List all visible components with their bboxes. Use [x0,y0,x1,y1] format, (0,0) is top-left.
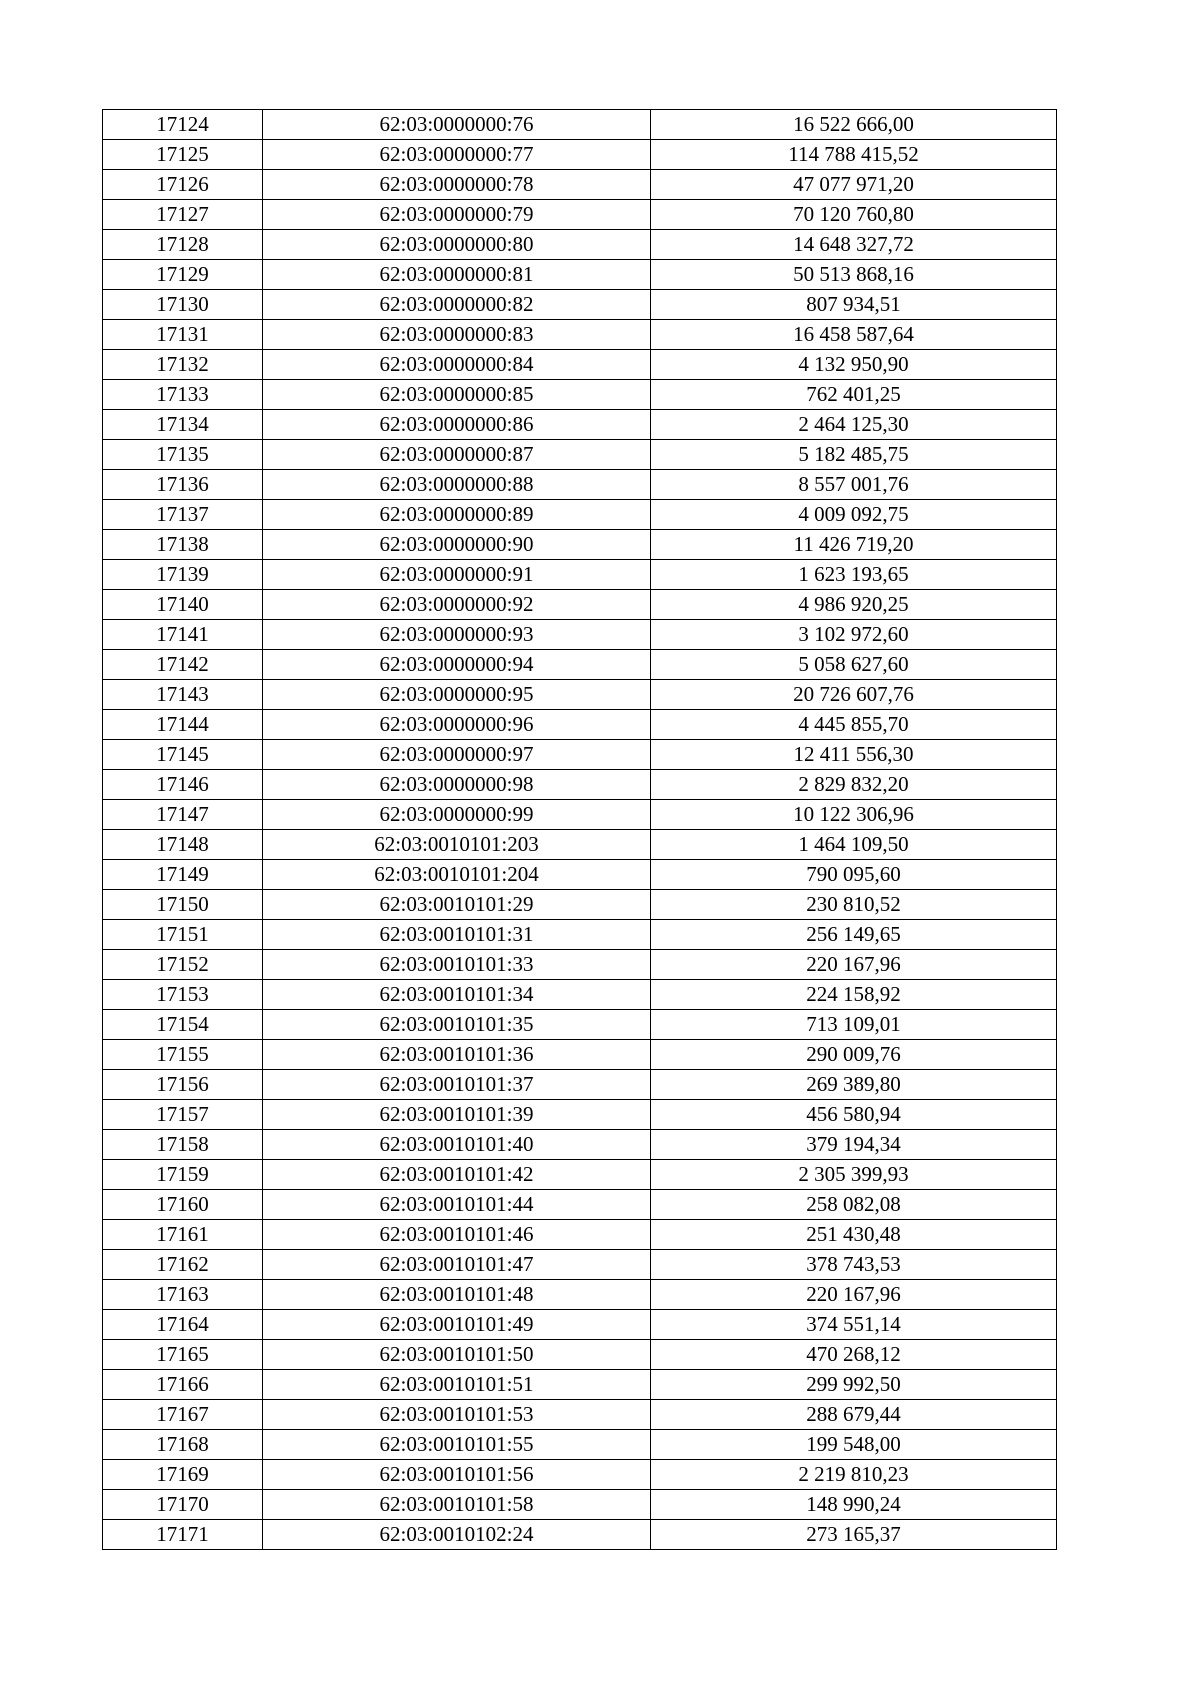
cadastral-number-cell: 62:03:0000000:82 [263,290,651,320]
value-cell: 269 389,80 [651,1070,1057,1100]
value-cell: 220 167,96 [651,1280,1057,1310]
row-number-cell: 17141 [103,620,263,650]
value-cell: 20 726 607,76 [651,680,1057,710]
row-number-cell: 17129 [103,260,263,290]
row-number-cell: 17133 [103,380,263,410]
cadastral-number-cell: 62:03:0000000:94 [263,650,651,680]
row-number-cell: 17134 [103,410,263,440]
table-row [103,1310,1057,1340]
row-number-cell: 17144 [103,710,263,740]
value-cell: 256 149,65 [651,920,1057,950]
table-row [103,320,1057,350]
table-row [103,440,1057,470]
table-row [103,1190,1057,1220]
table-row [103,620,1057,650]
table-row [103,890,1057,920]
value-cell: 290 009,76 [651,1040,1057,1070]
value-cell: 230 810,52 [651,890,1057,920]
table-row [103,230,1057,260]
row-number-cell: 17156 [103,1070,263,1100]
value-cell: 47 077 971,20 [651,170,1057,200]
table-row [103,1100,1057,1130]
cadastral-number-cell: 62:03:0000000:84 [263,350,651,380]
table-row [103,410,1057,440]
row-number-cell: 17128 [103,230,263,260]
table-row [103,830,1057,860]
value-cell: 251 430,48 [651,1220,1057,1250]
table-row [103,590,1057,620]
table-row [103,1370,1057,1400]
table-row [103,950,1057,980]
table-row [103,1520,1057,1550]
cadastral-number-cell: 62:03:0000000:95 [263,680,651,710]
cadastral-number-cell: 62:03:0010101:50 [263,1340,651,1370]
value-cell: 4 445 855,70 [651,710,1057,740]
value-cell: 1 623 193,65 [651,560,1057,590]
table-row [103,680,1057,710]
row-number-cell: 17149 [103,860,263,890]
cadastral-number-cell: 62:03:0000000:78 [263,170,651,200]
cadastral-number-cell: 62:03:0010101:42 [263,1160,651,1190]
value-cell: 807 934,51 [651,290,1057,320]
table-row [103,500,1057,530]
row-number-cell: 17127 [103,200,263,230]
value-cell: 273 165,37 [651,1520,1057,1550]
table-row [103,1040,1057,1070]
cadastral-number-cell: 62:03:0000000:76 [263,110,651,140]
cadastral-number-cell: 62:03:0010101:53 [263,1400,651,1430]
row-number-cell: 17167 [103,1400,263,1430]
table-row [103,920,1057,950]
row-number-cell: 17161 [103,1220,263,1250]
table-row [103,740,1057,770]
row-number-cell: 17140 [103,590,263,620]
value-cell: 374 551,14 [651,1310,1057,1340]
cadastral-number-cell: 62:03:0000000:89 [263,500,651,530]
cadastral-number-cell: 62:03:0010101:204 [263,860,651,890]
row-number-cell: 17124 [103,110,263,140]
value-cell: 288 679,44 [651,1400,1057,1430]
row-number-cell: 17157 [103,1100,263,1130]
table-row [103,350,1057,380]
row-number-cell: 17142 [103,650,263,680]
row-number-cell: 17135 [103,440,263,470]
value-cell: 5 182 485,75 [651,440,1057,470]
value-cell: 4 986 920,25 [651,590,1057,620]
cadastral-number-cell: 62:03:0010101:40 [263,1130,651,1160]
cadastral-number-cell: 62:03:0000000:96 [263,710,651,740]
value-cell: 4 132 950,90 [651,350,1057,380]
table-row [103,200,1057,230]
table-row [103,530,1057,560]
table-row [103,1010,1057,1040]
table-row [103,1250,1057,1280]
row-number-cell: 17138 [103,530,263,560]
value-cell: 14 648 327,72 [651,230,1057,260]
row-number-cell: 17155 [103,1040,263,1070]
value-cell: 2 219 810,23 [651,1460,1057,1490]
row-number-cell: 17137 [103,500,263,530]
cadastral-number-cell: 62:03:0010101:48 [263,1280,651,1310]
cadastral-number-cell: 62:03:0010101:203 [263,830,651,860]
cadastral-number-cell: 62:03:0010102:24 [263,1520,651,1550]
cadastral-number-cell: 62:03:0000000:90 [263,530,651,560]
cadastral-number-cell: 62:03:0000000:83 [263,320,651,350]
cadastral-number-cell: 62:03:0000000:93 [263,620,651,650]
table-row [103,710,1057,740]
table-row [103,140,1057,170]
row-number-cell: 17139 [103,560,263,590]
row-number-cell: 17152 [103,950,263,980]
row-number-cell: 17136 [103,470,263,500]
row-number-cell: 17171 [103,1520,263,1550]
cadastral-number-cell: 62:03:0010101:49 [263,1310,651,1340]
value-cell: 378 743,53 [651,1250,1057,1280]
row-number-cell: 17162 [103,1250,263,1280]
table-row [103,290,1057,320]
row-number-cell: 17153 [103,980,263,1010]
table-body [103,110,1057,1550]
row-number-cell: 17151 [103,920,263,950]
row-number-cell: 17132 [103,350,263,380]
cadastral-number-cell: 62:03:0000000:88 [263,470,651,500]
cadastral-number-cell: 62:03:0000000:77 [263,140,651,170]
row-number-cell: 17150 [103,890,263,920]
value-cell: 1 464 109,50 [651,830,1057,860]
cadastral-number-cell: 62:03:0010101:31 [263,920,651,950]
row-number-cell: 17170 [103,1490,263,1520]
value-cell: 11 426 719,20 [651,530,1057,560]
table-row [103,170,1057,200]
row-number-cell: 17169 [103,1460,263,1490]
cadastral-number-cell: 62:03:0010101:56 [263,1460,651,1490]
row-number-cell: 17148 [103,830,263,860]
table-row [103,470,1057,500]
row-number-cell: 17158 [103,1130,263,1160]
value-cell: 16 522 666,00 [651,110,1057,140]
table-row [103,860,1057,890]
cadastral-number-cell: 62:03:0000000:86 [263,410,651,440]
row-number-cell: 17126 [103,170,263,200]
row-number-cell: 17165 [103,1340,263,1370]
value-cell: 70 120 760,80 [651,200,1057,230]
row-number-cell: 17159 [103,1160,263,1190]
value-cell: 199 548,00 [651,1430,1057,1460]
value-cell: 2 829 832,20 [651,770,1057,800]
cadastral-number-cell: 62:03:0010101:47 [263,1250,651,1280]
value-cell: 5 058 627,60 [651,650,1057,680]
value-cell: 10 122 306,96 [651,800,1057,830]
value-cell: 2 305 399,93 [651,1160,1057,1190]
cadastral-number-cell: 62:03:0000000:92 [263,590,651,620]
cadastral-value-table [102,109,1057,1550]
table-row [103,1070,1057,1100]
table-row [103,650,1057,680]
cadastral-number-cell: 62:03:0000000:87 [263,440,651,470]
value-cell: 220 167,96 [651,950,1057,980]
value-cell: 148 990,24 [651,1490,1057,1520]
cadastral-number-cell: 62:03:0010101:36 [263,1040,651,1070]
value-cell: 114 788 415,52 [651,140,1057,170]
row-number-cell: 17145 [103,740,263,770]
table-row [103,1460,1057,1490]
value-cell: 790 095,60 [651,860,1057,890]
table-row [103,1280,1057,1310]
cadastral-number-cell: 62:03:0010101:34 [263,980,651,1010]
row-number-cell: 17160 [103,1190,263,1220]
cadastral-number-cell: 62:03:0000000:99 [263,800,651,830]
value-cell: 16 458 587,64 [651,320,1057,350]
table-row [103,1400,1057,1430]
cadastral-number-cell: 62:03:0010101:51 [263,1370,651,1400]
value-cell: 713 109,01 [651,1010,1057,1040]
row-number-cell: 17131 [103,320,263,350]
value-cell: 4 009 092,75 [651,500,1057,530]
table-row [103,1430,1057,1460]
cadastral-number-cell: 62:03:0010101:35 [263,1010,651,1040]
row-number-cell: 17163 [103,1280,263,1310]
table-row [103,1130,1057,1160]
table-row [103,110,1057,140]
cadastral-number-cell: 62:03:0000000:98 [263,770,651,800]
cadastral-number-cell: 62:03:0010101:55 [263,1430,651,1460]
table-row [103,260,1057,290]
row-number-cell: 17147 [103,800,263,830]
value-cell: 379 194,34 [651,1130,1057,1160]
row-number-cell: 17154 [103,1010,263,1040]
table-row [103,1340,1057,1370]
row-number-cell: 17146 [103,770,263,800]
value-cell: 456 580,94 [651,1100,1057,1130]
row-number-cell: 17125 [103,140,263,170]
value-cell: 762 401,25 [651,380,1057,410]
table-row [103,1220,1057,1250]
value-cell: 3 102 972,60 [651,620,1057,650]
cadastral-number-cell: 62:03:0000000:81 [263,260,651,290]
cadastral-number-cell: 62:03:0010101:29 [263,890,651,920]
value-cell: 299 992,50 [651,1370,1057,1400]
row-number-cell: 17130 [103,290,263,320]
table-row [103,980,1057,1010]
cadastral-number-cell: 62:03:0000000:91 [263,560,651,590]
value-cell: 470 268,12 [651,1340,1057,1370]
value-cell: 224 158,92 [651,980,1057,1010]
cadastral-number-cell: 62:03:0000000:79 [263,200,651,230]
value-cell: 8 557 001,76 [651,470,1057,500]
table-row [103,770,1057,800]
value-cell: 258 082,08 [651,1190,1057,1220]
value-cell: 12 411 556,30 [651,740,1057,770]
cadastral-number-cell: 62:03:0000000:97 [263,740,651,770]
cadastral-number-cell: 62:03:0000000:85 [263,380,651,410]
cadastral-number-cell: 62:03:0010101:39 [263,1100,651,1130]
table-row [103,1490,1057,1520]
table-row [103,380,1057,410]
row-number-cell: 17166 [103,1370,263,1400]
cadastral-number-cell: 62:03:0010101:44 [263,1190,651,1220]
row-number-cell: 17164 [103,1310,263,1340]
table-row [103,800,1057,830]
cadastral-number-cell: 62:03:0000000:80 [263,230,651,260]
row-number-cell: 17168 [103,1430,263,1460]
cadastral-number-cell: 62:03:0010101:37 [263,1070,651,1100]
value-cell: 50 513 868,16 [651,260,1057,290]
row-number-cell: 17143 [103,680,263,710]
table-row [103,1160,1057,1190]
table-row [103,560,1057,590]
cadastral-number-cell: 62:03:0010101:46 [263,1220,651,1250]
value-cell: 2 464 125,30 [651,410,1057,440]
cadastral-number-cell: 62:03:0010101:58 [263,1490,651,1520]
cadastral-number-cell: 62:03:0010101:33 [263,950,651,980]
